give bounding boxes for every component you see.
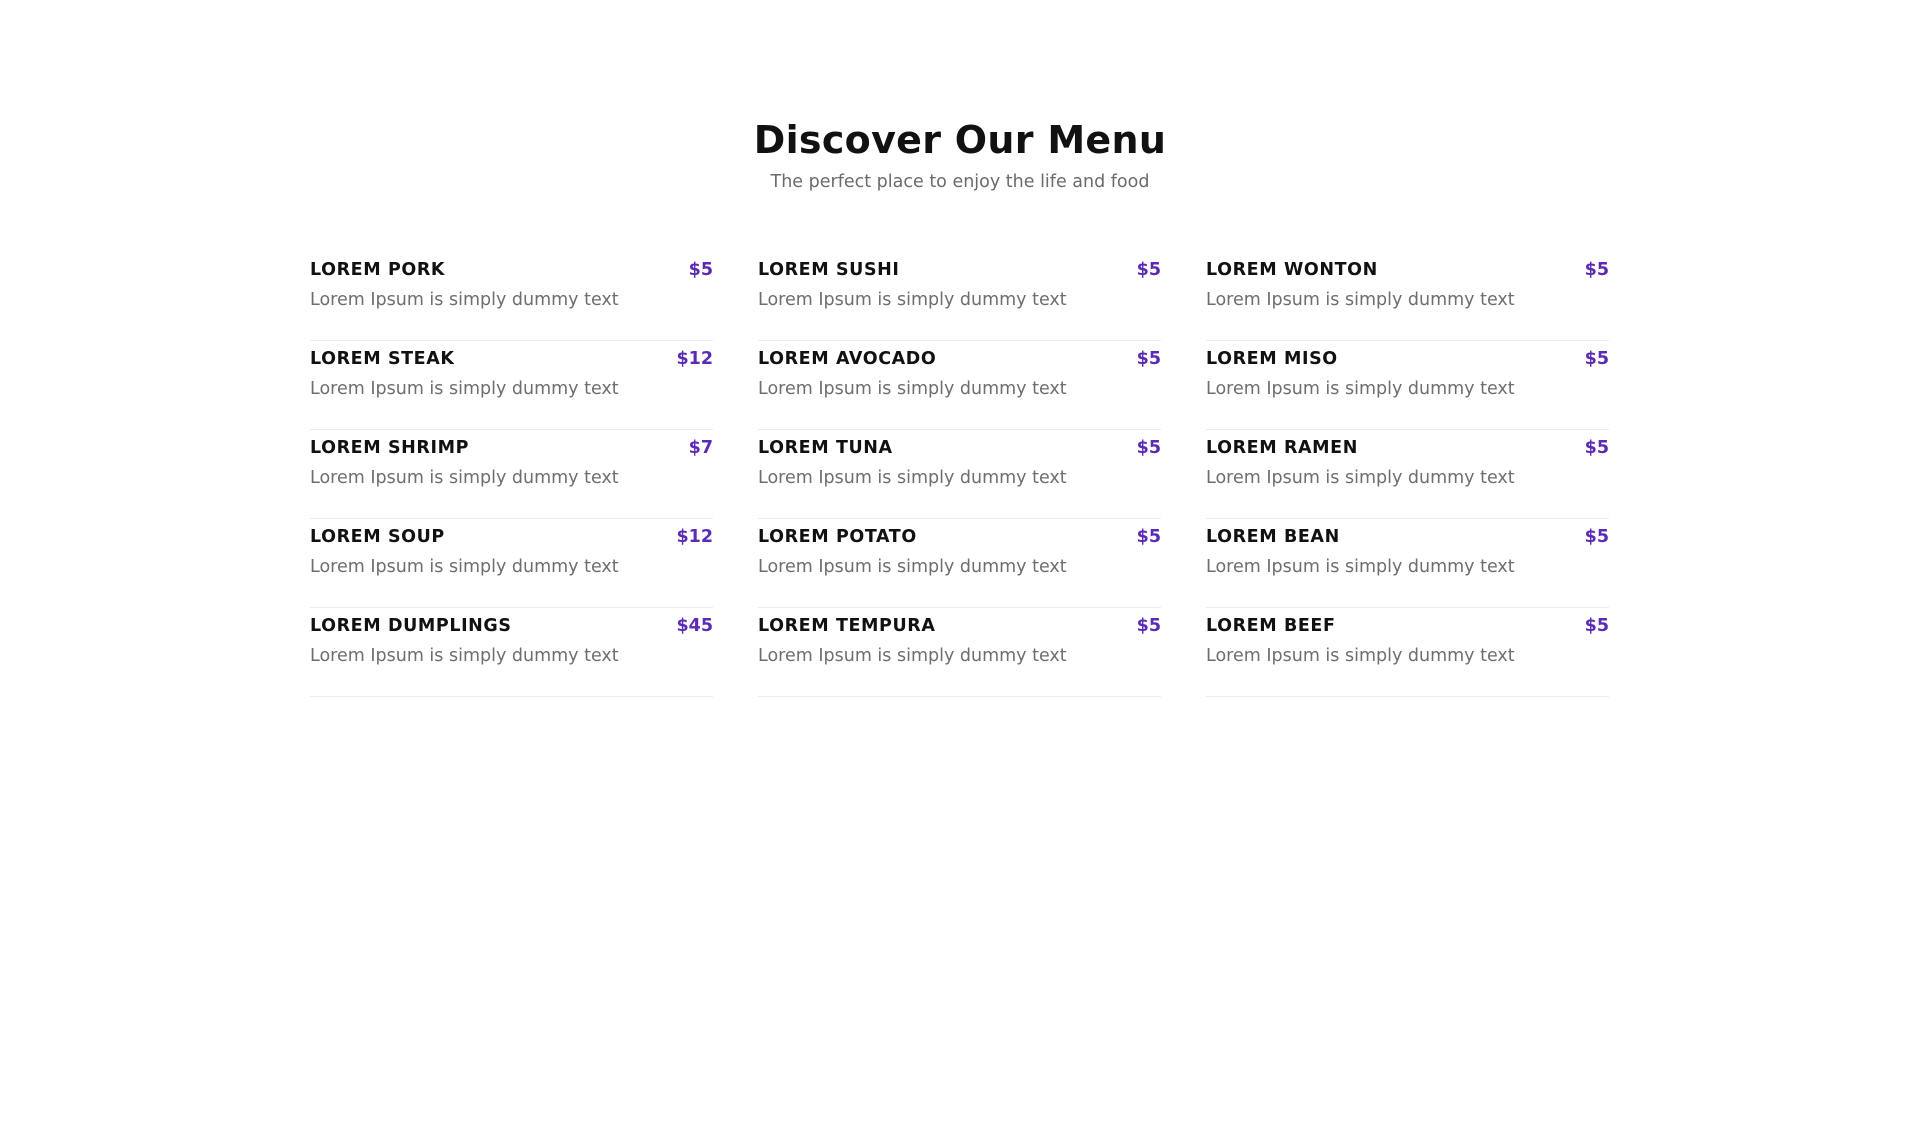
menu-item-header [1206,436,1609,460]
menu-item-price: $5 [1136,616,1161,636]
menu-item-description: Lorem Ipsum is simply dummy text [310,557,619,577]
menu-item-description: Lorem Ipsum is simply dummy text [1206,290,1515,310]
menu-item-price: $5 [1136,260,1161,280]
menu-item-price: $5 [1584,260,1609,280]
menu-item-header [1206,614,1609,638]
menu-item-price: $5 [1584,527,1609,547]
menu-item [758,608,1161,697]
menu-item-price: $5 [1136,527,1161,547]
menu-item-header [310,258,713,282]
menu-item [310,341,713,430]
menu-item-name: LOREM PORK [310,260,446,280]
menu-item [1206,608,1609,697]
menu-item-name: LOREM DUMPLINGS [310,616,512,636]
menu-item [310,608,713,697]
menu-item-description: Lorem Ipsum is simply dummy text [310,379,619,399]
menu-item-description: Lorem Ipsum is simply dummy text [758,379,1067,399]
menu-item [758,341,1161,430]
menu-item-description: Lorem Ipsum is simply dummy text [1206,557,1515,577]
menu-item-description: Lorem Ipsum is simply dummy text [1206,646,1515,666]
menu-item-price: $5 [688,260,713,280]
menu-item-price: $12 [676,349,713,369]
menu-item-header [310,347,713,371]
menu-item [310,252,713,341]
menu-item-name: LOREM STEAK [310,349,455,369]
menu-item [1206,341,1609,430]
menu-item-name: LOREM AVOCADO [758,349,937,369]
menu-item-header [1206,347,1609,371]
menu-item-header [758,258,1161,282]
menu-item-price: $5 [1584,438,1609,458]
menu-column-1 [310,252,713,697]
menu-item-name: LOREM SHRIMP [310,438,470,458]
menu-item [758,519,1161,608]
menu-item [1206,519,1609,608]
menu-item-price: $45 [676,616,713,636]
menu-item [310,519,713,608]
menu-item [1206,252,1609,341]
menu-item-description: Lorem Ipsum is simply dummy text [758,290,1067,310]
menu-item-price: $12 [676,527,713,547]
menu-item-description: Lorem Ipsum is simply dummy text [1206,468,1515,488]
menu-item-name: LOREM TUNA [758,438,893,458]
menu-item-description: Lorem Ipsum is simply dummy text [310,468,619,488]
menu-item-description: Lorem Ipsum is simply dummy text [310,290,619,310]
menu-item-header [310,436,713,460]
menu-item-header [310,525,713,549]
menu-item-name: LOREM MISO [1206,349,1338,369]
menu-item-header [1206,258,1609,282]
menu-column-3 [1206,252,1609,697]
menu-item [758,252,1161,341]
menu-item-price: $5 [1584,349,1609,369]
menu-item-header [758,347,1161,371]
menu-item-header [1206,525,1609,549]
menu-item-price: $5 [1584,616,1609,636]
menu-item [1206,430,1609,519]
menu-item [758,430,1161,519]
menu-item-description: Lorem Ipsum is simply dummy text [758,557,1067,577]
menu-item-header [758,436,1161,460]
menu-item-price: $5 [1136,438,1161,458]
menu-item-name: LOREM BEEF [1206,616,1336,636]
menu-item-price: $7 [688,438,713,458]
menu-grid [310,252,1610,697]
menu-item-header [758,525,1161,549]
menu-item-name: LOREM TEMPURA [758,616,936,636]
menu-item-description: Lorem Ipsum is simply dummy text [310,646,619,666]
menu-item-price: $5 [1136,349,1161,369]
menu-item-name: LOREM SOUP [310,527,445,547]
menu-item-name: LOREM WONTON [1206,260,1378,280]
menu-column-2 [758,252,1161,697]
menu-item-name: LOREM SUSHI [758,260,900,280]
menu-item-header [310,614,713,638]
menu-item-header [758,614,1161,638]
page-title: Discover Our Menu [753,118,1167,162]
menu-item-name: LOREM BEAN [1206,527,1340,547]
menu-item-description: Lorem Ipsum is simply dummy text [758,468,1067,488]
menu-item-description: Lorem Ipsum is simply dummy text [1206,379,1515,399]
menu-item-name: LOREM RAMEN [1206,438,1358,458]
menu-item-name: LOREM POTATO [758,527,917,547]
menu-item [310,430,713,519]
menu-item-description: Lorem Ipsum is simply dummy text [758,646,1067,666]
page-subtitle: The perfect place to enjoy the life and food [770,172,1150,192]
menu-header [0,0,1920,194]
